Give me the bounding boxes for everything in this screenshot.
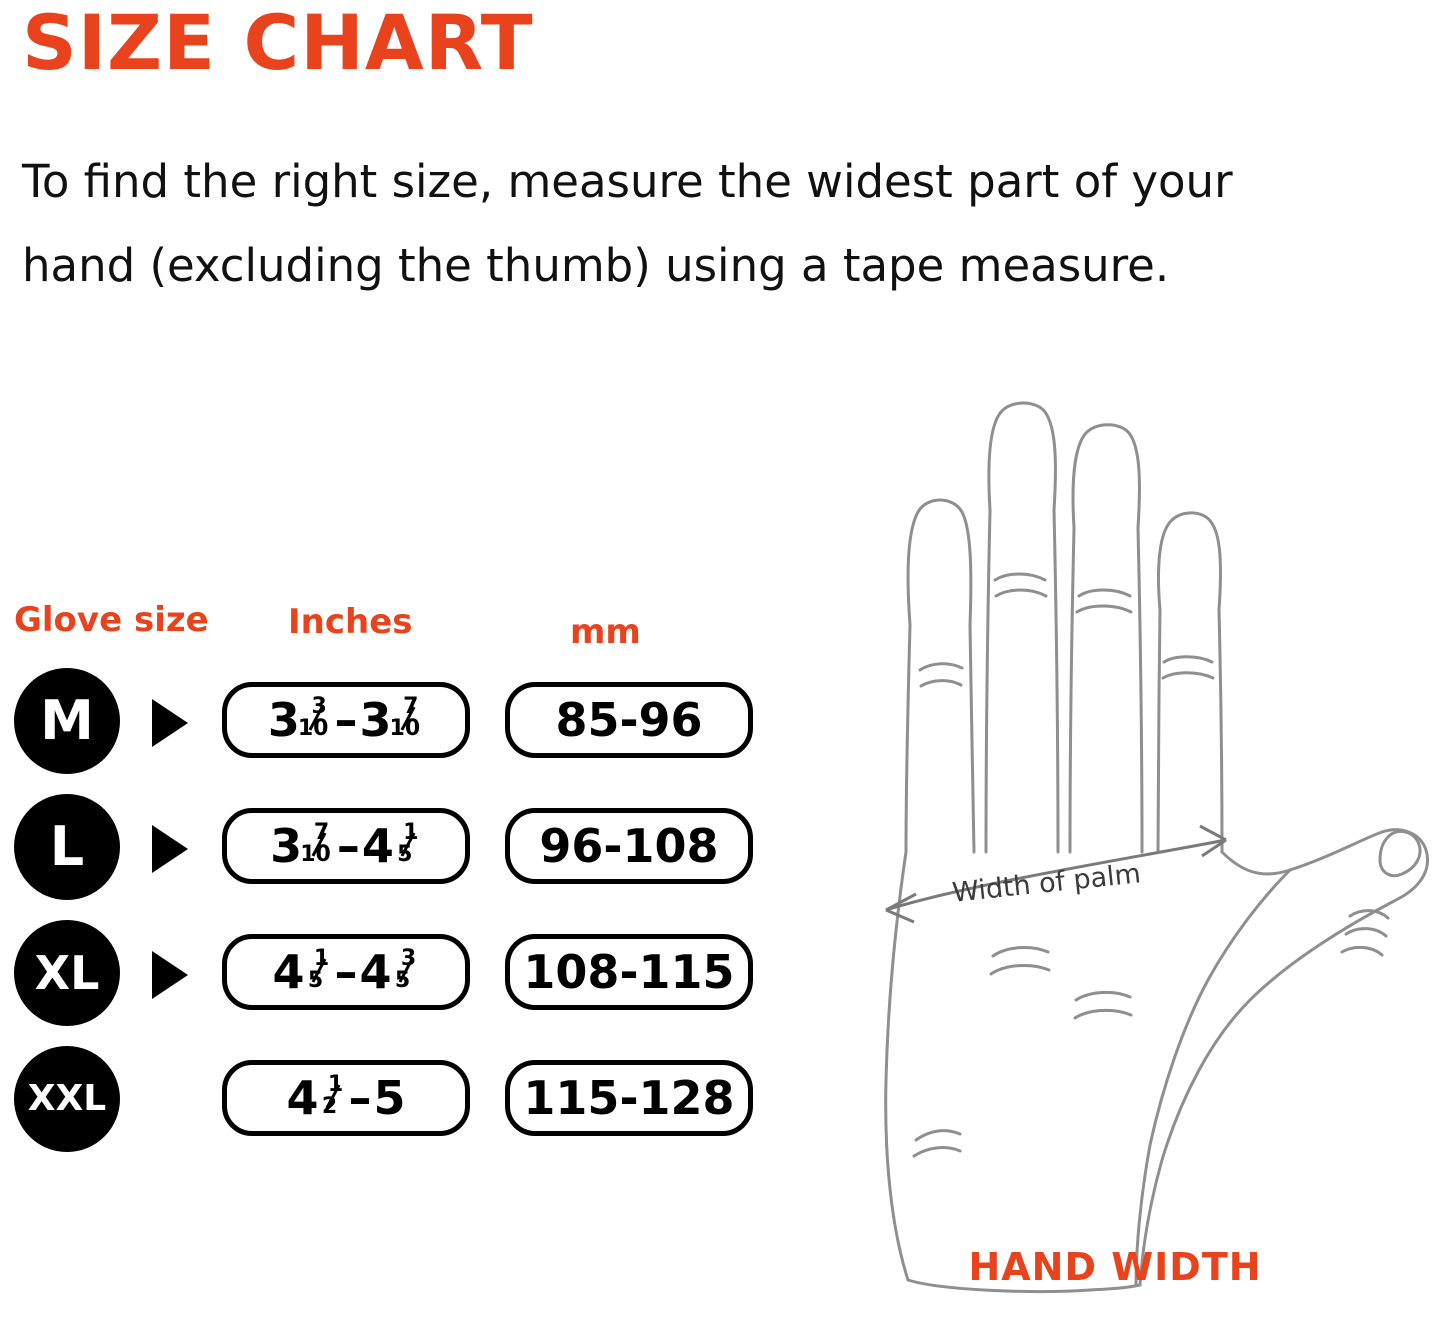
inches-value: 4 1 5 – 4 3 5 xyxy=(222,934,470,1010)
inches-value: 4 1 2 – 5 xyxy=(222,1060,470,1136)
column-header-inches: Inches xyxy=(288,602,413,642)
mm-value: 108-115 xyxy=(505,934,753,1010)
table-row xyxy=(0,788,800,914)
table-row xyxy=(0,914,800,1040)
page-title: SIZE CHART xyxy=(22,0,534,87)
inches-value: 3 7 10 – 4 1 5 xyxy=(222,808,470,884)
mm-value: 85-96 xyxy=(505,682,753,758)
column-header-mm: mm xyxy=(570,612,641,652)
intro-text: To find the right size, measure the widest part of your hand (excluding the thumb) using a tape measure. xyxy=(22,155,1233,292)
mm-value: 115-128 xyxy=(505,1060,753,1136)
arrow-right-icon xyxy=(152,699,188,747)
size-table xyxy=(0,600,800,1166)
size-badge: L xyxy=(14,794,120,900)
column-header-glove-size: Glove size xyxy=(14,600,209,640)
inches-value: 3 3 10 – 3 7 10 xyxy=(222,682,470,758)
table-row xyxy=(0,1040,800,1166)
size-badge: XL xyxy=(14,920,120,1026)
size-badge: M xyxy=(14,668,120,774)
size-badge: XXL xyxy=(14,1046,120,1152)
mm-value: 96-108 xyxy=(505,808,753,884)
hand-drawing xyxy=(790,400,1440,1300)
width-of-palm-label: Width of palm xyxy=(950,858,1143,909)
table-column-headers xyxy=(0,600,800,662)
hand-illustration xyxy=(790,400,1440,1300)
arrow-right-icon xyxy=(152,951,188,999)
arrow-right-icon xyxy=(152,825,188,873)
table-row xyxy=(0,662,800,788)
hand-width-caption: HAND WIDTH xyxy=(968,1245,1262,1289)
